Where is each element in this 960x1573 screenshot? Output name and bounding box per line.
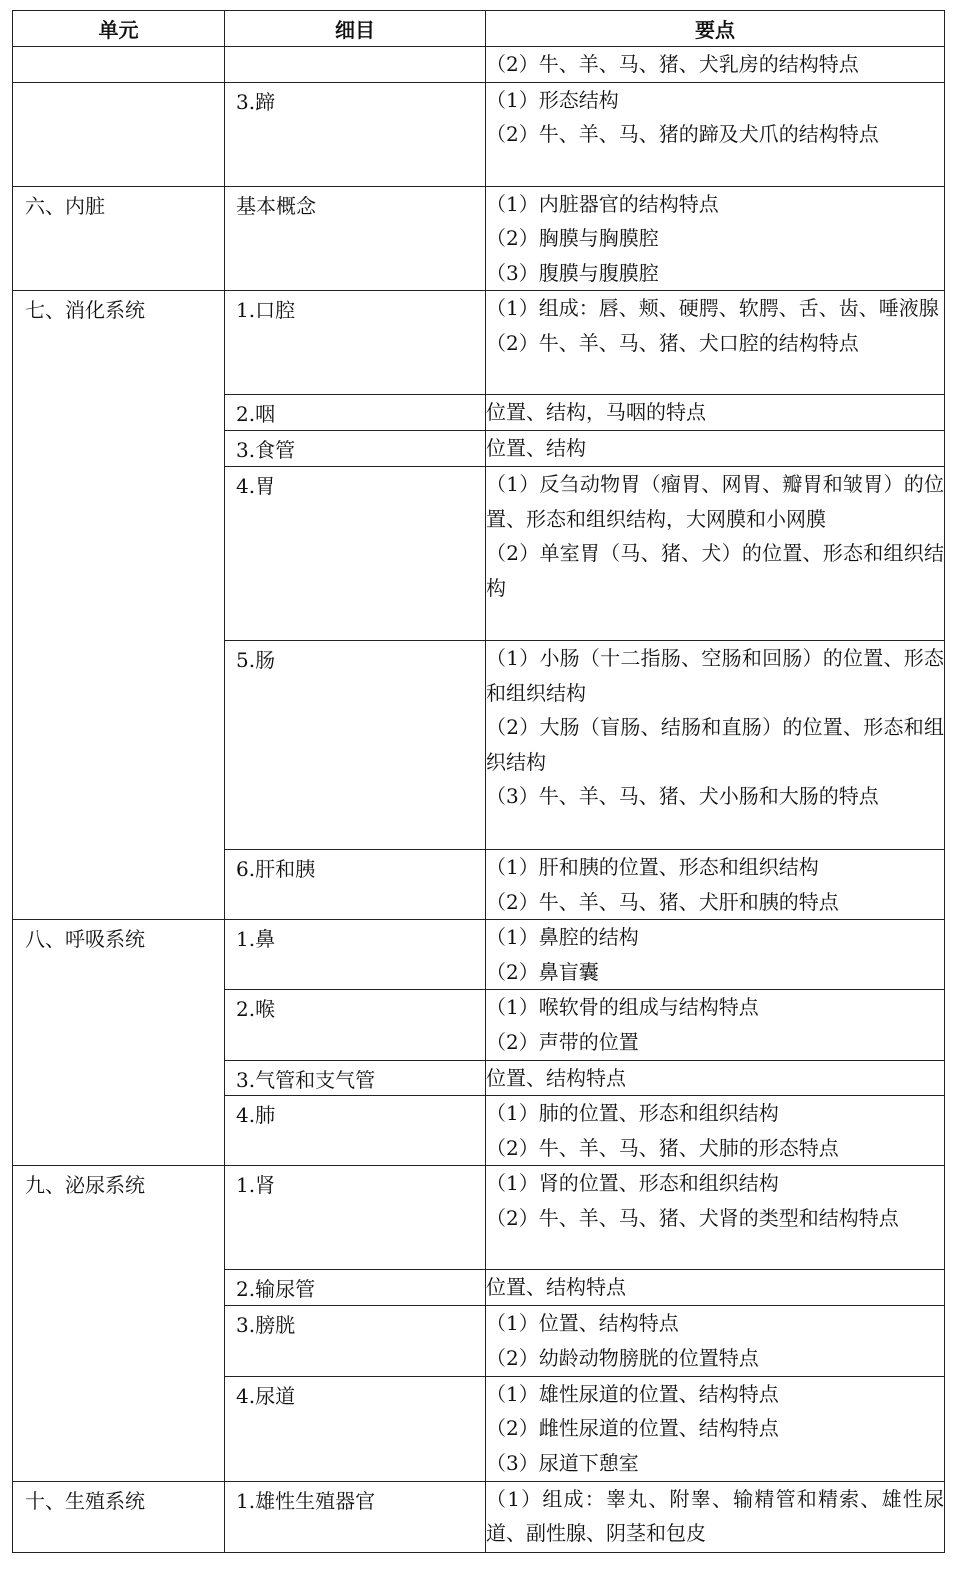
points-cell <box>486 990 945 1060</box>
point-item: （1）肺的位置、形态和组织结构 <box>486 1101 779 1126</box>
detail-cell <box>225 1096 486 1166</box>
detail-label: 基本概念 <box>236 193 316 218</box>
points-cell <box>486 47 945 83</box>
table-row <box>13 47 945 83</box>
table-row <box>13 1481 945 1552</box>
detail-cell <box>225 466 486 640</box>
point-item: （2）单室胃（马、猪、犬）的位置、形态和组织结构 <box>486 541 944 600</box>
table-row <box>13 186 945 291</box>
point-item: （1）组成：睾丸、附睾、输精管和精索、雄性尿道、副性腺、阴茎和包皮 <box>486 1486 944 1546</box>
detail-label: 4.胃 <box>236 473 276 498</box>
point-item: （2）牛、羊、马、猪、犬乳房的结构特点 <box>486 52 859 76</box>
unit-label: 九、泌尿系统 <box>25 1173 145 1198</box>
detail-cell <box>225 47 486 83</box>
detail-label <box>225 47 485 51</box>
detail-cell <box>225 920 486 990</box>
point-item: （1）形态结构 <box>486 87 619 112</box>
unit-cell <box>13 47 225 83</box>
point-item: （1）肝和胰的位置、形态和组织结构 <box>486 854 819 879</box>
detail-cell <box>225 849 486 919</box>
detail-cell <box>225 1481 486 1552</box>
point-item: （3）牛、羊、马、猪、犬小肠和大肠的特点 <box>486 784 879 809</box>
points-cell <box>486 1270 945 1306</box>
detail-label: 1.口腔 <box>236 298 296 323</box>
unit-cell-miniao <box>13 1166 225 1481</box>
points-cell <box>486 431 945 467</box>
point-item: （1）小肠（十二指肠、空肠和回肠）的位置、形态和组织结构 <box>486 645 944 705</box>
points-cell <box>486 291 945 395</box>
detail-label: 1.肾 <box>236 1173 276 1198</box>
table-row <box>13 82 945 186</box>
point-item: （2）大肠（盲肠、结肠和直肠）的位置、形态和组织结构 <box>486 715 944 774</box>
detail-label: 5.肠 <box>236 647 276 672</box>
unit-label <box>13 83 224 87</box>
table-body <box>13 47 945 1553</box>
table-row <box>13 920 945 990</box>
point-item: （2）胸膜与胸膜腔 <box>486 226 659 251</box>
points-cell <box>486 466 945 640</box>
table-row <box>13 1166 945 1270</box>
points-cell <box>486 82 945 186</box>
detail-cell <box>225 1376 486 1481</box>
detail-label: 1.雄性生殖器官 <box>236 1488 376 1513</box>
unit-label: 十、生殖系统 <box>25 1488 145 1513</box>
point-item: （2）鼻盲囊 <box>486 959 599 984</box>
points-cell <box>486 640 945 849</box>
points-cell <box>486 1376 945 1481</box>
detail-cell <box>225 291 486 395</box>
point-item: （2）牛、羊、马、猪、犬肾的类型和结构特点 <box>486 1205 899 1230</box>
unit-cell <box>13 82 225 186</box>
detail-cell <box>225 186 486 291</box>
detail-label: 2.咽 <box>236 402 276 427</box>
points-cell <box>486 920 945 990</box>
unit-cell-huxi <box>13 920 225 1166</box>
table-row <box>13 291 945 395</box>
point-item: （2）幼龄动物膀胱的位置特点 <box>486 1345 759 1370</box>
detail-cell <box>225 1060 486 1096</box>
unit-label: 六、内脏 <box>25 193 105 218</box>
detail-label: 3.气管和支气管 <box>236 1067 376 1092</box>
syllabus-table <box>12 10 945 1553</box>
detail-cell <box>225 395 486 431</box>
detail-label: 2.喉 <box>236 997 276 1022</box>
unit-label: 七、消化系统 <box>25 298 145 323</box>
detail-label: 2.输尿管 <box>236 1277 316 1302</box>
point-item: （2）牛、羊、马、猪、犬肺的形态特点 <box>486 1135 839 1160</box>
points-cell <box>486 186 945 291</box>
point-item: （1）内脏器官的结构特点 <box>486 191 719 216</box>
detail-cell <box>225 1270 486 1306</box>
point-item: （3）尿道下憩室 <box>486 1450 639 1475</box>
points-cell <box>486 1481 945 1552</box>
detail-cell <box>225 82 486 186</box>
header-row <box>13 11 945 47</box>
point-item: （1）鼻腔的结构 <box>486 925 639 950</box>
point-item: （2）声带的位置 <box>486 1029 639 1054</box>
point-item: 位置、结构特点 <box>486 1275 626 1300</box>
detail-label: 3.蹄 <box>236 89 276 114</box>
points-cell <box>486 1060 945 1096</box>
detail-label: 4.肺 <box>236 1103 276 1128</box>
detail-label: 3.膀胱 <box>236 1313 296 1338</box>
point-item: 位置、结构特点 <box>486 1065 626 1090</box>
detail-cell <box>225 1166 486 1270</box>
point-item: （3）腹膜与腹膜腔 <box>486 260 659 285</box>
point-item: （1）喉软骨的组成与结构特点 <box>486 995 759 1020</box>
point-item: （2）牛、羊、马、猪、犬口腔的结构特点 <box>486 330 859 355</box>
points-cell <box>486 395 945 431</box>
unit-cell-xiaohua <box>13 291 225 920</box>
point-item: 位置、结构 <box>486 436 586 461</box>
points-cell <box>486 1166 945 1270</box>
header-unit: 单元 <box>13 11 225 47</box>
point-item: （1）位置、结构特点 <box>486 1311 679 1336</box>
point-item: （1）肾的位置、形态和组织结构 <box>486 1171 779 1196</box>
header-detail: 细目 <box>225 11 486 47</box>
detail-cell <box>225 640 486 849</box>
detail-cell <box>225 431 486 467</box>
detail-cell <box>225 990 486 1060</box>
point-item: （1）雄性尿道的位置、结构特点 <box>486 1381 779 1406</box>
point-item: （1）组成：唇、颊、硬腭、软腭、舌、齿、唾液腺 <box>486 296 939 321</box>
point-item: （2）牛、羊、马、猪的蹄及犬爪的结构特点 <box>486 122 879 147</box>
detail-label: 3.食管 <box>236 438 296 463</box>
point-item: 位置、结构，马咽的特点 <box>486 400 706 425</box>
detail-label: 6.肝和胰 <box>236 856 316 881</box>
detail-label: 4.尿道 <box>236 1383 296 1408</box>
unit-cell-shengzhi <box>13 1481 225 1552</box>
point-item: （2）雌性尿道的位置、结构特点 <box>486 1416 779 1441</box>
header-points: 要点 <box>486 11 945 47</box>
unit-label <box>13 47 224 51</box>
detail-cell <box>225 1306 486 1376</box>
points-cell <box>486 1096 945 1166</box>
detail-label: 1.鼻 <box>236 927 276 952</box>
points-cell <box>486 849 945 919</box>
point-item: （2）牛、羊、马、猪、犬肝和胰的特点 <box>486 889 839 914</box>
unit-label: 八、呼吸系统 <box>25 927 145 952</box>
point-item: （1）反刍动物胃（瘤胃、网胃、瓣胃和皱胃）的位置、形态和组织结构，大网膜和小网膜 <box>486 471 944 531</box>
unit-cell-neizang <box>13 186 225 291</box>
points-cell <box>486 1306 945 1376</box>
